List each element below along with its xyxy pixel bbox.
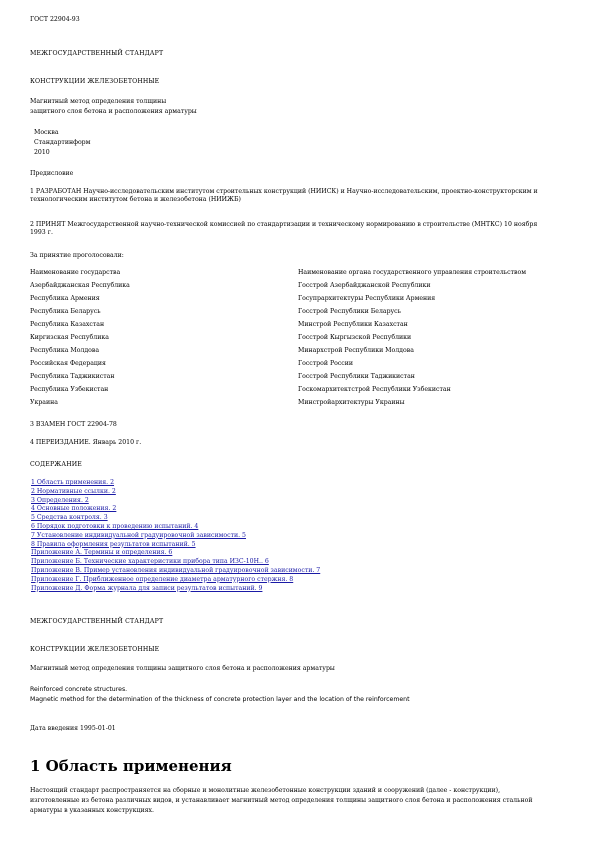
preface-item-3: 3 ВЗАМЕН ГОСТ 22904-78	[30, 421, 117, 428]
toc-link[interactable]: 6 Порядок подготовки к проведению испытаний. 4	[31, 522, 199, 530]
toc-link[interactable]: 4 Основные положения. 2	[31, 505, 117, 513]
category-repeat: КОНСТРУКЦИИ ЖЕЛЕЗОБЕТОННЫЕ	[30, 646, 160, 653]
table-cell-state: Республика Таджикистан	[30, 373, 115, 380]
standard-type: МЕЖГОСУДАРСТВЕННЫЙ СТАНДАРТ	[30, 50, 164, 57]
publication-year: 2010	[34, 149, 50, 156]
preface-item-1: 1 РАЗРАБОТАН Научно-исследовательским институтом строительных конструкций (НИИСК) и Научно-исследовательским, проектно-конструкторским и технологическим институтом бетона и железобетона (НИИЖБ)	[30, 188, 538, 204]
table-cell-body: Госупрархитектуры Республики Армения	[298, 295, 436, 302]
table-cell-state: Республика Казахстан	[30, 321, 105, 328]
preface-item-4: 4 ПЕРЕИЗДАНИЕ. Январь 2010 г.	[30, 439, 142, 446]
english-title-line-1: Reinforced concrete structures.	[30, 686, 128, 693]
gost-number: ГОСТ 22904-93	[30, 16, 80, 23]
publisher-city: Москва	[34, 129, 59, 136]
scope-paragraph: Настоящий стандарт распространяется на сборные и монолитные железобетонные конструкции зданий и сооружений (далее - конструкции), изготовленные из бетона различных видов, и устанавливает магнитный метод определения толщины защитного слоя бетона и расположения стальной арматуры в указанных конструкциях.	[30, 787, 533, 814]
toc-link[interactable]: 3 Определения. 2	[31, 496, 89, 504]
states-table	[30, 269, 570, 409]
title-line-1: Магнитный метод определения толщины	[30, 98, 167, 105]
table-cell-body: Госстрой Азербайджанской Республики	[298, 282, 431, 289]
toc-link[interactable]: 7 Установление индивидуальной градуировочной зависимости. 5	[31, 531, 246, 539]
table-cell-state: Республика Узбекистан	[30, 386, 109, 393]
table-cell-body: Госстрой России	[298, 360, 354, 367]
table-cell-state: Республика Беларусь	[30, 308, 101, 315]
preface-heading: Предисловие	[30, 170, 74, 177]
toc-link[interactable]: 2 Нормативные ссылки. 2	[31, 487, 116, 495]
standard-type-repeat: МЕЖГОСУДАРСТВЕННЫЙ СТАНДАРТ	[30, 618, 164, 625]
table-cell-state: Киргизская Республика	[30, 334, 109, 341]
table-cell-body: Минстрой Республики Казахстан	[298, 321, 408, 328]
voted-for-label: За принятие проголосовали:	[30, 252, 124, 259]
table-header-state: Наименование государства	[30, 269, 121, 276]
english-title-line-2: Magnetic method for the determination of the thickness of concrete protection layer and the location of the reinforcement	[30, 696, 410, 703]
table-cell-state: Азербайджанская Республика	[30, 282, 130, 289]
title-line-2: защитного слоя бетона и расположения арматуры	[30, 108, 197, 115]
category: КОНСТРУКЦИИ ЖЕЛЕЗОБЕТОННЫЕ	[30, 78, 160, 85]
date-of-introduction: Дата введения 1995-01-01	[30, 725, 116, 732]
table-header-body: Наименование органа государственного управления строительством	[298, 269, 527, 276]
table-cell-body: Госстрой Кыргызской Республики	[298, 334, 412, 341]
toc-link[interactable]: Приложение А. Термины и определения. 6	[31, 549, 173, 557]
table-cell-body: Минархстрой Республики Молдова	[298, 347, 414, 354]
table-cell-body: Госстрой Республики Таджикистан	[298, 373, 415, 380]
toc-link[interactable]: Приложение Б. Технические характеристики прибора типа ИЗС-10Н.. 6	[31, 558, 269, 566]
contents-heading: СОДЕРЖАНИЕ	[30, 461, 82, 468]
toc-link[interactable]: 5 Средства контроля. 3	[31, 514, 108, 522]
table-cell-state: Украина	[30, 399, 58, 406]
toc-link[interactable]: 8 Правила оформления результатов испытаний. 5	[31, 540, 196, 548]
toc-link[interactable]: Приложение В. Пример установления индивидуальной градуировочной зависимости. 7	[31, 566, 321, 574]
preface-item-2: 2 ПРИНЯТ Межгосударственной научно-технической комиссией по стандартизации и техническому нормированию в строительстве (МНТКС) 10 ноября 1993 г.	[30, 221, 538, 237]
table-cell-state: Республика Армения	[30, 295, 100, 302]
toc-link[interactable]: Приложение Д. Форма журнала для записи результатов испытаний. 9	[31, 584, 263, 592]
standard-title-full: Магнитный метод определения толщины защитного слоя бетона и расположения арматуры	[30, 665, 335, 672]
toc-link[interactable]: Приложение Г. Приближенное определение диаметра арматурного стержня. 8	[31, 575, 294, 583]
table-cell-body: Госстрой Республики Беларусь	[298, 308, 402, 315]
table-cell-state: Российская Федерация	[30, 360, 106, 367]
publisher: Стандартинформ	[34, 139, 91, 146]
table-of-contents	[31, 479, 320, 593]
table-cell-state: Республика Молдова	[30, 347, 100, 354]
toc-link[interactable]: 1 Область применения. 2	[31, 479, 115, 486]
table-cell-body: Минстройархитектуры Украины	[298, 399, 405, 406]
table-cell-body: Госкомархитектстрой Республики Узбекистан	[298, 386, 451, 393]
section-heading: 1 Область применения	[30, 757, 232, 775]
